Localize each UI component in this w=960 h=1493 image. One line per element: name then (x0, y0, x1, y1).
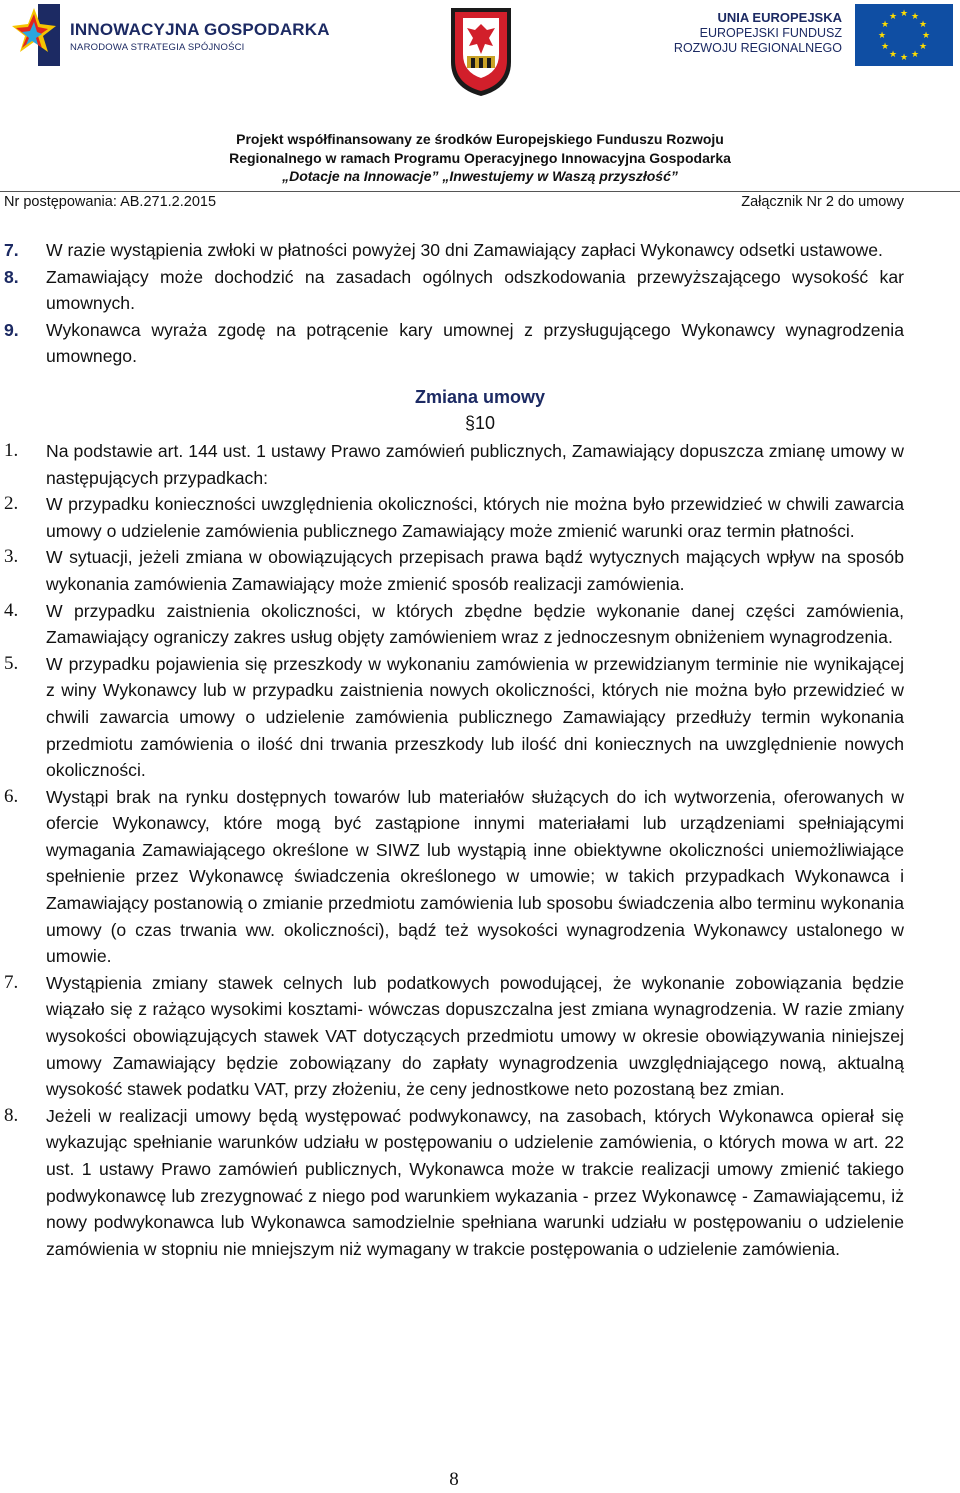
item-text: W razie wystąpienia zwłoki w płatności powyżej 30 dni Zamawiający zapłaci Wykonawcy odsetki ustawowe. (46, 240, 883, 260)
procurement-reference: Nr postępowania: AB.271.2.2015 (4, 194, 217, 210)
svg-text:★: ★ (880, 42, 890, 52)
document-body (0, 237, 960, 1262)
header-divider (0, 191, 960, 192)
municipal-crest-icon (443, 2, 519, 98)
page-number: 8 (449, 1469, 459, 1490)
item-number: 7. (4, 971, 19, 993)
svg-text:★: ★ (910, 50, 920, 60)
item-text: Zamawiający może dochodzić na zasadach ogólnych odszkodowania przewyższającego wysokość kar umownych. (46, 266, 904, 314)
eu-line3: ROZWOJU REGIONALNEGO (673, 41, 842, 55)
section-heading: Zmiana umowy (414, 386, 546, 407)
item-number: 9. (4, 319, 19, 340)
svg-text:★: ★ (921, 31, 931, 41)
eu-line1: UNIA EUROPEJSKA (717, 10, 842, 25)
item-number: 8. (4, 266, 19, 287)
item-number: 3. (4, 546, 19, 568)
project-line3: „Dotacje na Innowacje” „Inwestujemy w Waszą przyszłość” (282, 168, 678, 184)
list-item (0, 598, 960, 651)
list-item (0, 438, 960, 491)
ig-logo-subtitle: NARODOWA STRATEGIA SPÓJNOŚCI (70, 42, 245, 53)
item-number: 7. (4, 240, 19, 260)
item-number: 8. (4, 1104, 19, 1126)
svg-text:★: ★ (877, 31, 887, 41)
list-item (0, 264, 960, 317)
svg-text:★: ★ (899, 53, 909, 63)
list-item (0, 544, 960, 597)
svg-text:★: ★ (910, 12, 920, 22)
eu-erdf-text-block (674, 10, 842, 56)
attachment-label: Załącznik Nr 2 do umowy (741, 194, 904, 210)
item-text: W przypadku zaistnienia okoliczności, w których zbędne będzie wykonanie danej części zamówienia, Zamawiający ograniczy zakres usług objęty zamówieniem wraz z jednoczesnym obniżeniem wynagrodzenia. (46, 600, 904, 648)
item-number: 6. (4, 785, 19, 807)
eu-line2: EUROPEJSKI FUNDUSZ (699, 26, 842, 40)
svg-text:★: ★ (888, 50, 898, 60)
item-text: Wystąpi brak na rynku dostępnych towarów lub materiałów służących do ich wytworzenia, oferowanych w ofercie Wykonawcy, które mogą być zastąpione innymi materiałami lub urządzeniami spełniającymi wymagania Zamawiającego określone w SIWZ lub wystąpią inne obiektywne okoliczności uniemożliwiające spełnienie przez Wykonawcę świadczenia określonego w umowie; w takich przypadkach Wykonawca i Zamawiający postanowią o zmianie przedmiotu zamówienia lub sposobu świadczenia albo terminu wykonania umowy (o czas trwania ww. okoliczności), bądź też wysokości wynagrodzenia Wykonawcy ustalonego w umowie. (46, 786, 904, 967)
svg-text:★: ★ (918, 42, 928, 52)
list-item (0, 970, 960, 1103)
item-number: 1. (4, 439, 19, 461)
svg-text:★: ★ (899, 9, 909, 19)
section-paragraph-number: §10 (464, 412, 496, 433)
list-item (0, 491, 960, 544)
list-item (0, 784, 960, 970)
item-text: W sytuacji, jeżeli zmiana w obowiązujących przepisach prawa bądź wytycznych mających wpływ na sposób wykonania zamówienia Zamawiający może zmienić sposób realizacji zamówienia. (46, 547, 904, 594)
list-item (0, 1103, 960, 1263)
project-line1: Projekt współfinansowany ze środków Europejskiego Funduszu Rozwoju (236, 131, 724, 147)
project-cofinancing-statement (0, 130, 960, 186)
list-item (0, 317, 960, 370)
item-text: W przypadku konieczności uwzględnienia okoliczności, których nie można było przewidzieć w chwili zawarcia umowy o udzielenie zamówienia publicznego Zamawiający może zmienić warunki oraz termin płatności. (46, 494, 904, 541)
item-text: Jeżeli w realizacji umowy będą występować podwykonawcy, na zasobach, których Wykonawca opierał się wykazując spełnianie warunków udziału w postępowaniu o udzielenie zamówienia, o których mowa w art. 22 ust. 1 ustawy Prawo zamówień publicznych, Wykonawca może w trakcie realizacji umowy zmienić takiego podwykonawcę lub zrezygnować z niego pod warunkiem wykazania - przez Wykonawcę - Zamawiającemu, iż nowy podwykonawca lub Wykonawca samodzielnie spełniana warunki udziału w postępowaniu o udzielenie zamówienia w stopniu nie mniejszym niż wymagany w trakcie postępowania o udzielenie zamówienia. (46, 1105, 904, 1259)
ig-star-mark-icon (8, 2, 62, 68)
item-number: 5. (4, 652, 19, 674)
svg-text:★: ★ (888, 12, 898, 22)
item-text: Wykonawca wyraża zgodę na potrącenie kary umownej z przysługującego Wykonawcy wynagrodzenia umownego. (46, 319, 904, 367)
ig-logo-title: INNOWACYJNA GOSPODARKA (70, 20, 330, 39)
innowacyjna-gospodarka-logo (8, 2, 328, 72)
eu-flag-icon (855, 4, 953, 66)
item-text: Wystąpienia zmiany stawek celnych lub podatkowych powodującej, że wykonanie zobowiązania będzie wiązało się z rażąco wysokimi kosztami- wówczas dopuszczalna jest zmiana wynagrodzenia. W razie zmiany wysokości obowiązujących stawek VAT dotyczących przedmiotu umowy w okresie obowiązywania niniejszej umowy Zamawiający będzie zobowiązany do zapłaty wynagrodzenia uwzględniającego nową, aktualną wysokość stawek podatku VAT, przy złożeniu, że ceny jednostkowe neto pozostaną bez zmian. (46, 972, 904, 1100)
item-number: 2. (4, 493, 19, 515)
item-number: 4. (4, 599, 19, 621)
item-text: Na podstawie art. 144 ust. 1 ustawy Prawo zamówień publicznych, Zamawiający dopuszcza zmianę umowy w następujących przypadkach: (46, 440, 904, 488)
list-item (0, 651, 960, 784)
list-item (0, 237, 960, 264)
svg-text:★: ★ (918, 20, 928, 30)
svg-text:★: ★ (880, 20, 890, 30)
item-text: W przypadku pojawienia się przeszkody w wykonaniu zamówienia w przewidzianym terminie nie wynikającej z winy Wykonawcy lub w przypadku zaistnienia nowych okoliczności, których nie można było przewidzieć w chwili zawarcia umowy o udzielenie zamówienia publicznego Zamawiający przedłuży termin wykonania przedmiotu zamówienia o ilość dni trwania przeszkody lub ilość dni koniecznych na uwzględnienie nowych okoliczności. (46, 653, 904, 781)
project-line2: Regionalnego w ramach Programu Operacyjnego Innowacyjna Gospodarka (229, 149, 731, 166)
